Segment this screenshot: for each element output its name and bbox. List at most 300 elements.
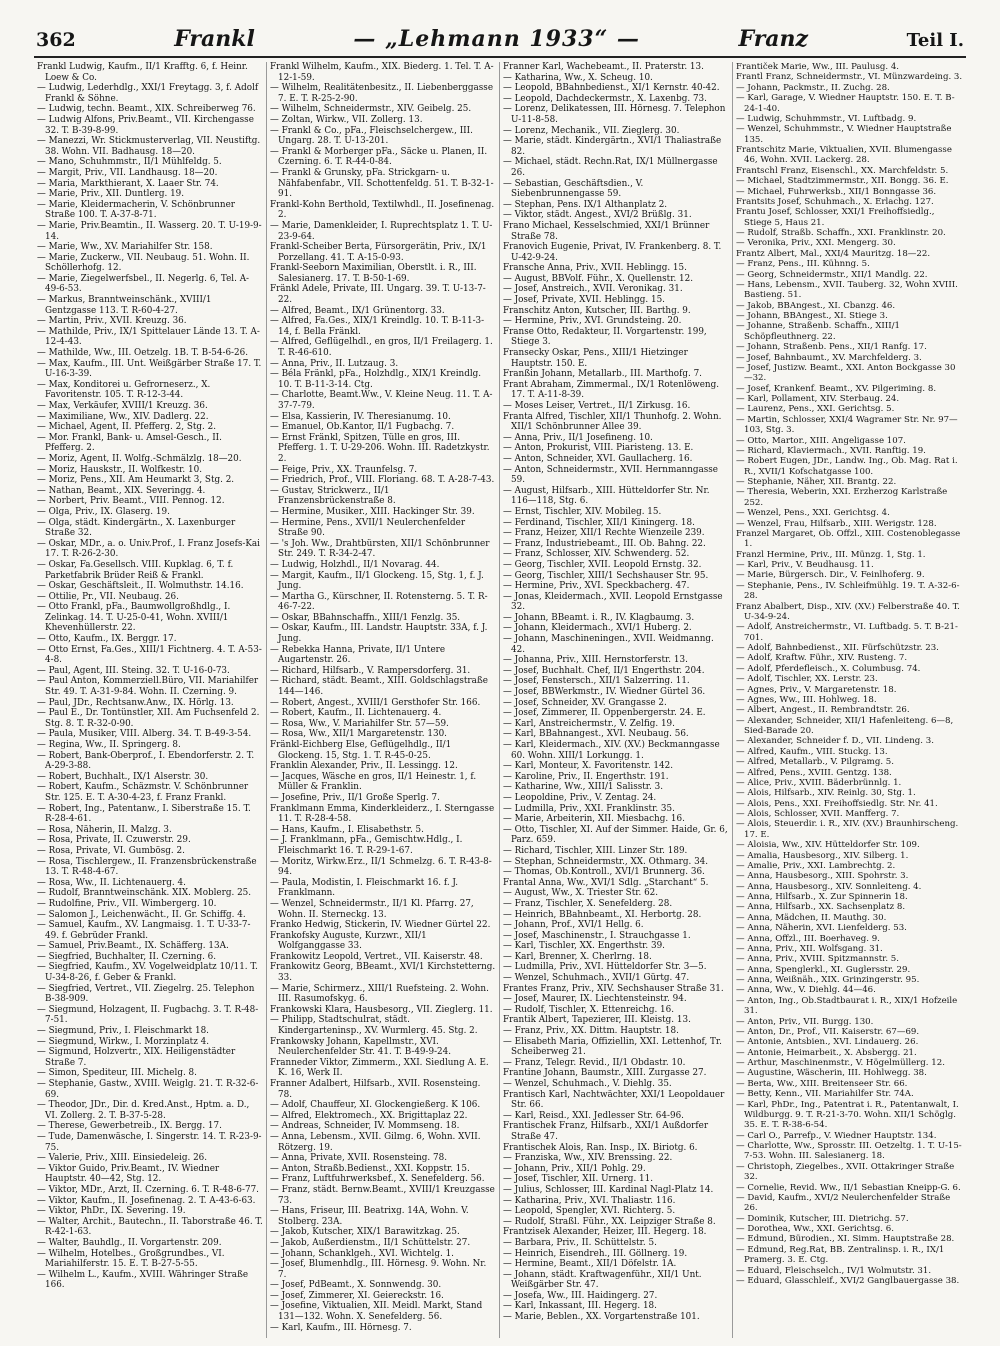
directory-entry: — Dorothea, Ww., XXI. Gerichtsg. 6.	[736, 1224, 894, 1234]
directory-entry: — Josef, Maurer, IX. Liechtensteinstr. 94.	[503, 994, 687, 1005]
directory-entry: Franklin Alexander, Priv., II. Lessingg. 12.	[270, 761, 458, 772]
directory-entry: — Ludmilla, Priv., XXI. Franklinstr. 35.	[503, 803, 675, 814]
directory-entry: — Martin, Priv., XVII. Kreuzg. 36.	[37, 316, 187, 327]
directory-entry: — Otto, Tischler, XI. Auf der Simmer. Haide, Gr. 6, Parz. 659.	[503, 824, 728, 846]
directory-entry: — Leopold, Spengler, XVI. Richterg. 5.	[503, 1206, 676, 1217]
directory-entry: — Josef, Bahnbaumt., XV. Marchfelderg. 3.	[736, 352, 922, 363]
directory-entry: — Siegmund, Wirkw., I. Morzinplatz 4.	[37, 1036, 210, 1047]
directory-entry: — Franz, Priv., XX. Dittm. Hauptstr. 18.	[503, 1026, 679, 1037]
directory-entry: — Franz, Heizer, XII/1 Rechte Wienzeile 239.	[503, 528, 705, 539]
directory-entry: — Georg, Tischler, XIII/1 Sechshauser Str. 95.	[503, 570, 709, 581]
directory-entry: Frankl Ludwig, Kaufm., II/1 Krafftg. 6, f. Heinr. Loew & Co.	[37, 62, 248, 83]
directory-entry: — Maximiliane, Ww., XIV. Dadlerg. 22.	[37, 411, 209, 422]
directory-entry: — Richard, Klaviermach., XVII. Ranftig. 19.	[736, 445, 926, 456]
directory-entry: — Max, Kaufm., III. Unt. Weißgärber Straße 17. T. U-16-3-39.	[37, 358, 262, 380]
directory-entry: — Edmund, Reg.Rat, BB. Zentralinsp. i. R., IX/1 Pramerg. 3. E. Ctg.	[736, 1244, 945, 1266]
directory-entry: — Siegfried, Kaufm., XV. Vogelweidplatz 10/11. T. U-34-8-26, f. Geber & Frankl.	[37, 962, 258, 984]
directory-entry: — Karl, Inkassant, III. Hegerg. 18.	[503, 1301, 657, 1312]
directory-entry: — Martha G., Kürschner, II. Rotensterng. 5. T. R-46-7-22.	[270, 591, 488, 613]
left-header-name: Frankl	[174, 26, 255, 52]
directory-entry: Franzl Hermine, Priv., III. Münzg. 1, Stg. 1.	[736, 549, 926, 560]
directory-entry: — Richard, Tischler, XIII. Linzer Str. 189.	[503, 845, 688, 856]
directory-entry: — Otto, Kaufm., IX. Berggr. 17.	[37, 634, 177, 645]
directory-entry: — Rosa, Ww., II. Lichtenauerg. 4.	[37, 877, 186, 888]
directory-entry: Franta Alfred, Tischler, XII/1 Thunhofg. 2. Wohn. XII/1 Schönbrunner Allee 39.	[503, 411, 722, 433]
directory-entry: — Wenzel, Frau, Hilfsarb., XIII. Werigstr. 128.	[736, 518, 937, 529]
directory-entry: — Lorenz, Delikatessen, III. Hörnesg. 7. Telephon U-11-8-58.	[503, 104, 726, 125]
directory-entry: — Johann, Priv., XII/1 Pohlg. 29.	[503, 1163, 646, 1174]
directory-entry: Frantl Franz, Schneidermstr., VI. Münzwardeing. 3.	[736, 72, 963, 83]
directory-entry: — Heinrich, BBahnbeamt., XI. Herbortg. 28.	[503, 909, 702, 920]
directory-entry: — Agnes, Priv., V. Margaretenstr. 18.	[736, 684, 897, 695]
directory-entry: — Agnes, Ww., III. Hohlweg. 18.	[736, 694, 877, 705]
directory-entry: — Ottilie, Pr., VII. Neubaug. 26.	[37, 591, 179, 602]
directory-entry: — Karl, BBahnangest., XVI. Neubaug. 56.	[503, 729, 689, 740]
directory-entry: — Salomon J., Leichenwächt., II. Gr. Schiffg. 4.	[37, 909, 246, 920]
directory-entry: — Norbert, Priv. Beamt., VIII. Pennog. 12.	[37, 496, 225, 507]
directory-entry: — Rosa, Tischlergew., II. Franzensbrückenstraße 13. T. R-48-4-67.	[37, 856, 257, 878]
directory-entry: — Veronika, Priv., XXI. Mengerg. 30.	[736, 238, 896, 249]
directory-entry: — Christoph, Ziegelbes., XVII. Ottakringer Straße 32.	[736, 1161, 955, 1183]
directory-entry: — Franz, Tischler, X. Senefelderg. 28.	[503, 898, 673, 909]
directory-entry: — Stephan, Pens. IX/1 Althanplatz 2.	[503, 199, 668, 210]
directory-entry: — Josef, Maschinenstr., I. Strauchgasse 1.	[503, 930, 691, 941]
column-3	[500, 62, 733, 1338]
directory-entry: Frantsits Josef, Schuhmach., X. Erlachg. 127.	[736, 196, 934, 207]
directory-entry: — Siegmund, Priv., I. Fleischmarkt 18.	[37, 1026, 209, 1037]
directory-entry: — Marie, Schirmerz., XIII/1 Ruefsteing. 2. Wohn. III. Rasumofskyg. 6.	[270, 983, 489, 1005]
directory-entry: — Siegmund, Holzagent, II. Fugbachg. 3. T. R-48-7-51.	[37, 1004, 259, 1026]
directory-entry: — Anton, Straßb.Bedienst., XXI. Koppstr. 15.	[270, 1163, 470, 1174]
directory-entry: — Johann, Maschineningen., XVII. Weidmanng. 42.	[503, 634, 714, 655]
directory-entry: Frantischek Alois, Ran. Insp., IX. Biriotg. 6.	[503, 1142, 698, 1153]
directory-entry: — Alfred, Beamt., IX/1 Grünentorg. 33.	[270, 305, 445, 316]
directory-entry: — Zoltan, Wirkw., VII. Zollerg. 13.	[270, 114, 423, 125]
directory-entry: — Karl, Monteur, X. Favoritenstr. 142.	[503, 761, 673, 772]
directory-entry: — Amalie, Priv., XXI. Lambrechtg. 2.	[736, 860, 896, 871]
directory-entry: Franßin Johann, Metallarb., III. Marthofg. 7.	[503, 369, 702, 380]
directory-entry: — Augustine, Wäscherin, III. Hohlwegg. 38.	[736, 1068, 927, 1079]
directory-entry: Franschitz Anton, Kutscher, III. Barthg. 9.	[503, 305, 691, 316]
directory-entry: — Margit, Kaufm., II/1 Glockeng. 15, Stg. 1, f. J. Jung.	[270, 570, 484, 592]
directory-entry: — Alexander, Schneider f. D., VII. Lindeng. 3.	[736, 736, 934, 747]
directory-entry: — Paul Anton, Kommerziell.Büro, VII. Mariahilfer Str. 49. T. A-31-9-84. Wohn. II. Czerning. 9.	[37, 676, 259, 698]
directory-entry: — Karl, Kaufm., III. Hörnesg. 7.	[270, 1322, 412, 1333]
directory-entry: — Nathan, Beamt., XIX. Severingg. 4.	[37, 485, 206, 496]
directory-entry: — Franz, städt. Bernw.Beamt., XVIII/1 Kreuzgasse 73.	[270, 1184, 495, 1206]
directory-entry: — Michael, Fuhrwerksb., XII/1 Bonngasse 36.	[736, 186, 937, 197]
directory-entry: — Simon, Spediteur, III. Michelg. 8.	[37, 1068, 197, 1079]
directory-entry: — Robert Eugen, JDr., Landw. Ing., Ob. Mag. Rat i. R., XVII/1 Kofschatgasse 100.	[736, 456, 958, 477]
directory-entry: — Wilhelm, Schneidermstr., XIV. Geibelg. 25.	[270, 104, 472, 115]
directory-entry: Frankl-Scheiber Berta, Fürsorgerätin, Priv., IX/1 Porzellang. 41. T. A-15-0-93.	[270, 242, 487, 263]
directory-entry: — Alice, Priv., XVIII. Bäderbrünnlg. 1.	[736, 777, 902, 788]
directory-entry: — Karl, Pollament, XIV. Sterbaug. 24.	[736, 394, 900, 404]
directory-entry: Fransche Anna, Priv., XVII. Heblingg. 15.	[503, 263, 687, 274]
directory-entry: — Richard, Hilfsarb., V. Rampersdorferg. 31.	[270, 665, 471, 676]
directory-entry: — Franz, Industriebeamt., III. Ob. Bahng. 22.	[503, 538, 706, 549]
directory-entry: — Andreas, Schneider, IV. Mommseng. 18.	[270, 1121, 460, 1132]
directory-entry: — Anna, Lebensm., XVII. Gilmg. 6, Wohn. XVII. Rötzerg. 19.	[270, 1131, 481, 1153]
directory-entry: — Rudolf, Tischler, X. Ettenreichg. 16.	[503, 1004, 675, 1015]
directory-entry: Frantischek Franz, Hilfsarb., XXI/1 Außdorfer Straße 47.	[503, 1121, 709, 1142]
directory-entry: — Robert, Kaufm., Schäzmstr. V. Schönbrunner Str. 125. E. T. A-30-4-23, f. Franz Frankl.	[37, 782, 249, 803]
directory-entry: — Ludwig, Holzhdl., II/1 Novarag. 44.	[270, 559, 440, 570]
directory-entry: — Alfred, Metallarb., V. Pilgramg. 5.	[736, 757, 894, 768]
directory-entry: — Moriz, Agent, II. Wolfg.-Schmälzlg. 18—20.	[37, 453, 242, 464]
directory-entry: — Ludwig, Schuhmmstr., VI. Luftbadg. 9.	[736, 113, 917, 124]
directory-entry: — Tude, Damenwäsche, I. Singerstr. 14. T. R-23-9-75.	[37, 1131, 262, 1153]
directory-entry: — Olga, Priv., IX. Glaserg. 19.	[37, 506, 170, 517]
directory-entry: — Frankl & Co., pFa., Fleischselchergew., III. Ungarg. 28. T. U-13-201.	[270, 125, 473, 147]
directory-entry: — Marie, Priv., XII. Duntlerg. 19.	[37, 189, 185, 200]
directory-entry: — Robert, Ing., Patentanw., I. Siberstraße 15. T. R-28-4-61.	[37, 803, 251, 825]
directory-entry: — Alfred, Elektromech., XX. Brigittaplaz 22.	[270, 1110, 468, 1121]
directory-entry: — Anton, Dr., Prof., VII. Kaiserstr. 67—69.	[736, 1026, 920, 1037]
directory-entry: — Robert, Angest., XVIII/1 Gersthofer Str. 166.	[270, 697, 481, 708]
directory-entry: — Anna, Hilfsarb., X. Zur Spinnerin 18.	[736, 892, 908, 902]
directory-entry: — Wenzel, Schuhmach., V. Diehlg. 35.	[503, 1079, 672, 1089]
column-1	[34, 62, 267, 1338]
directory-entry: — Alfred, Geflügelhdl., en gros, II/1 Freilagerg. 1. T. R-46-610.	[270, 337, 493, 359]
directory-entry: — Johanna, Priv., XIII. Hernstorferstr. 13.	[503, 655, 688, 666]
directory-entry: — Anna, Ww., V. Diehlg. 44—46.	[736, 985, 876, 996]
directory-entry: — Edmund, Bürodien., XI. Simm. Hauptstraße 28.	[736, 1234, 955, 1245]
directory-entry: — Maria, Markthierant, X. Laaer Str. 74.	[37, 178, 219, 189]
directory-entry: — Adolf, Tischler, XX. Lerstr. 23.	[736, 674, 878, 685]
directory-entry: — Richard, städt. Beamt., XIII. Goldschlagstraße 144—146.	[270, 676, 488, 698]
directory-entry: — Dominik, Kutscher, III. Dietrichg. 57.	[736, 1213, 909, 1224]
directory-entry: — Sebastian, Geschäftsdien., V. Siebenbrunnengasse 59.	[503, 178, 644, 200]
directory-entry: — Laurenz, Pens., XXI. Gerichtsg. 5.	[736, 404, 895, 415]
directory-entry: — Julius, Schlosser, III. Kardinal Nagl-Platz 14.	[503, 1184, 714, 1195]
directory-entry: — Wilhelm L., Kaufm., XVIII. Währinger Straße 166.	[37, 1269, 249, 1291]
directory-entry: — Michael, städt. Rechn.Rat, IX/1 Müllnergasse 26.	[503, 157, 718, 178]
directory-entry: Fränkl-Eichberg Else, Geflügelhdlg., II/1 Glockeng. 15, Stg. 1. T. R-45-0-25.	[270, 740, 452, 761]
directory-entry: — Anna, Hilfsarb., XX. Sachsenplatz 8.	[736, 902, 906, 913]
directory-entry: Frantu Josef, Schlosser, XXI/1 Freihoffsiedlg., Stiege 5, Haus 21.	[736, 207, 935, 228]
directory-entry: — Josef, BBWerkmstr., IV. Wiedner Gürtel 36.	[503, 687, 706, 698]
directory-entry: Frankl Wilhelm, Kaufm., XIX. Biederg. 1. Tel. T. A-12-1-59.	[270, 62, 494, 83]
directory-entry: — Charlotte, Ww., Sprosstr. III. Oetzeltg. 1. T. U-15-7-53. Wohn. III. Salesianerg. 18.	[736, 1141, 962, 1162]
directory-entry: — Robert, Bank-Oberprof., I. Ebendorferstr. 2. T. A-29-3-88.	[37, 750, 255, 772]
directory-entry: — Ludwig, Lederhdlg., XXI/1 Freytagg. 3, f. Adolf Frankl & Söhne.	[37, 83, 259, 104]
directory-entry: — Katharine, Ww., XIII/1 Salisstr. 3.	[503, 782, 663, 793]
directory-entry: — Otto Ernst, Fa.Ges., XIII/1 Fichtnerg. 4. T. A-53-4-8.	[37, 644, 262, 666]
directory-entry: — Karl, Brenner, X. Cherlrng. 18.	[503, 951, 652, 962]
directory-entry: — Béla Fränkl, pFa., Holzhdlg., XIX/1 Kreindlg. 10. T. B-11-3-14. Ctg.	[270, 369, 482, 390]
directory-entry: Frantz Albert, Mal., XXI/4 Mauritzg. 18—22.	[736, 248, 931, 259]
directory-entry: — Rudolf, Branntweinschänk. XIX. Moblerg. 25.	[37, 888, 252, 899]
directory-entry: — Moriz, Hauskstr., II. Wolfkestr. 10.	[37, 464, 203, 475]
directory-entry: — Ludwig Alfons, Priv.Beamt., VII. Kirchengasse 32. T. B-39-8-99.	[37, 114, 254, 136]
directory-entry: — August, Ww., X. Triester Str. 62.	[503, 888, 659, 899]
directory-entry: — Hans, Lebensm., XVII. Tauberg. 32, Wohn XVIII. Bastieng. 51.	[736, 279, 958, 301]
directory-entry: — Philipp, Stadtschulrat, städt. Kindergarteninsp., XV. Wurmlerg. 45. Stg. 2.	[270, 1015, 478, 1037]
directory-entry: Frankowsky Johann, Kapellmstr., XVI. Neulerchenfelder Str. 41. T. B-49-9-24.	[270, 1036, 452, 1058]
directory-entry: — Eduard, Glasschleif., XVI/2 Ganglbauergasse 38.	[736, 1275, 960, 1286]
directory-entry: — Leopoldine, Priv., V. Zentag. 24.	[503, 792, 657, 803]
directory-entry: — Katharina, Priv., XVI. Thaliastr. 116.	[503, 1195, 676, 1206]
part-label: Teil I.	[906, 30, 964, 51]
directory-entry: — Antonie, Heimarbeit., X. Absbergg. 21.	[736, 1047, 917, 1058]
header-rule	[34, 56, 966, 58]
directory-entry: Franzel Margaret, Ob. Offzl., XIII. Costenoblegasse 1.	[736, 528, 961, 550]
directory-entry: — Oskar, Kaufm., III. Landstr. Hauptstr. 33A, f. J. Jung.	[270, 623, 488, 645]
directory-entry: Frankowitz Georg, BBeamt., XVI/1 Kirchstetterng. 33.	[270, 962, 496, 984]
directory-entry: Frantine Johann, Baumstr., XIII. Zurgasse 27.	[503, 1068, 707, 1079]
directory-entry: — Hermine, Musiker., XIII. Hackinger Str. 39.	[270, 506, 475, 517]
directory-entry: — Hermine, Priv., XVI. Speckbacherg. 47.	[503, 581, 690, 592]
directory-entry: — Stephanie, Pens., IV. Schleifmühlg. 19. T. A-32-6-28.	[736, 580, 960, 602]
directory-entry: — Albert, Angest., II. Rembrandtstr. 26.	[736, 705, 910, 716]
directory-entry: — Katharina, Ww., X. Scheug. 10.	[503, 72, 653, 83]
directory-entry: — Ludwig, techn. Beamt., XIX. Schreiberweg 76.	[37, 104, 256, 115]
directory-entry: — Paul E., Dr. Tontünstler, XII. Am Fuchsenfeld 2. Stg. 8. T. R-32-0-90.	[37, 708, 260, 729]
directory-entry: — Stephanie, Gastw., XVIII. Weiglg. 21. T. R-32-6-69.	[37, 1079, 259, 1100]
directory-entry: — Josef, Buchhalt. Chef, II/1 Engerthstr. 204.	[503, 665, 705, 676]
directory-entry: — Otto, Martor., XIII. Angeligasse 107.	[736, 435, 906, 446]
directory-entry: — J. Franklmann, pFa., Gemischtw.Hdlg., I. Fleischmarkt 16. T. R-29-1-67.	[270, 835, 463, 856]
directory-entry: — Franz, Telegr. Revid., II/1 Obdastr. 10.	[503, 1057, 686, 1068]
directory-entry: — Eduard, Fleischselch., IV/1 Wolmutstr. 31.	[736, 1265, 932, 1276]
directory-entry: — Josef, Schneider, XV. Grangasse 2.	[503, 697, 667, 708]
directory-entry: — Paul, Agent, III. Steing. 32. T. U-16-0-73.	[37, 665, 230, 676]
directory-entry: — Franz, Schlosser, XIV. Schwenderg. 52.	[503, 549, 690, 560]
directory-entry: — Wenzel, Schneidermstr., II/1 Kl. Pfarrg. 27, Wohn. II. Sterneckg. 13.	[270, 898, 474, 920]
directory-entry: — Josef, Zimmerer, XI. Geiereckstr. 16.	[270, 1290, 444, 1301]
directory-entry: Franneder Viktor, Zimmerm., XXI. Siedlung A. E. K. 16, Werk II.	[270, 1057, 489, 1079]
directory-entry: — Josefine, Viktualien, XII. Meidl. Markt, Stand 131—132. Wohn. X. Senefelderg. 56.	[270, 1301, 483, 1323]
directory-entry: — Alfred, Kaufm., VIII. Stuckg. 13.	[736, 746, 888, 757]
directory-entry: — Anna, Priv., II/1 Josefineng. 10.	[503, 432, 653, 443]
directory-entry: — Karl, Reisd., XXI. Jedlesser Str. 64-96.	[503, 1110, 684, 1121]
directory-entry: — Amalia, Hausbesorg., XIV. Silberg. 1.	[736, 850, 909, 861]
directory-entry: — Samuel, Kaufm., XV. Langmaisg. 1. T. U-33-7-49. f. Gebrüder Frankl.	[37, 920, 251, 941]
directory-entry: — Adolf, Pferdefleisch., X. Columbusg. 74.	[736, 663, 921, 674]
directory-entry: Frankl-Kohn Berthold, Textilwhdl., II. Josefinenag. 2.	[270, 199, 495, 221]
directory-entry: — Theodor, JDr., Dir. d. Kred.Anst., Hptm. a. D., VI. Zollerg. 2. T. B-37-5-28.	[37, 1100, 250, 1121]
column-2	[267, 62, 500, 1338]
directory-entry: — Samuel, Priv.Beamt., IX. Schäfferg. 13A.	[37, 941, 229, 952]
directory-entry: — Josef, PdBeamt., X. Sonnwendg. 30.	[270, 1280, 442, 1291]
directory-entry: — Moritz, Wirkw.Erz., II/1 Schmelzg. 6. T. R-43-8-94.	[270, 856, 492, 878]
directory-entry: — Marie, Ziegelwerfsbel., II. Negerlg. 6, Tel. A-49-6-53.	[37, 273, 250, 295]
directory-entry: — Mathilde, Priv., IX/1 Spittelauer Lände 13. T. A-12-4-43.	[37, 326, 260, 348]
directory-entry: — Antonie, Antsbien., XVI. Lindauerg. 26.	[736, 1037, 919, 1048]
directory-entry: — Franziska, Ww., XIV. Brenssing. 22.	[503, 1153, 673, 1164]
directory-entry: — Mano, Schuhmmstr., II/1 Mühlfeldg. 5.	[37, 157, 222, 168]
directory-entry: — Leopold, Dachdeckermstr., X. Laxenbg. 73.	[503, 93, 707, 104]
directory-entry: — Oskar, Fa.Gesellsch. VIII. Kupklag. 6, T. f. Parketfabrik Brüder Reiß & Frankl.	[37, 559, 234, 581]
directory-entry: Frantschl Franz, Eisenschl., XX. Marchfeldstr. 5.	[736, 165, 949, 176]
directory-entry: — Anton, Prokurist, VIII. Piaristeng. 13. E.	[503, 443, 694, 454]
directory-entry: — Adolf, Bahnbedienst., XII. Fürfschützstr. 23.	[736, 643, 939, 653]
directory-entry: — Hans, Kaufm., I. Elisabethstr. 5.	[270, 824, 424, 835]
directory-entry: Frantiček Marie, Ww., III. Paulusg. 4.	[736, 62, 900, 72]
directory-entry: — Betty, Kenn., VII. Mariahilfer Str. 74A.	[736, 1089, 914, 1100]
directory-entry: — Therese, Gewerbetreib., IX. Bergg. 17.	[37, 1121, 222, 1132]
directory-entry: — Franz, Pens., III. Kühnng. 5.	[736, 259, 870, 270]
directory-entry: — Rosa, Private, II. Czuwerstr. 29.	[37, 835, 191, 846]
directory-entry: Frantschitz Marie, Viktualien, XVII. Blumengasse 46, Wohn. XVII. Lackerg. 28.	[736, 145, 952, 166]
directory-entry: — Anton, Schneidermstr., XVII. Hernmanngasse 59.	[503, 464, 718, 486]
directory-entry: — Olga, städt. Kindergärtn., X. Laxenburger Straße 32.	[37, 517, 236, 539]
directory-entry: — Stephan, Schneidermstr., XX. Othmarg. 34.	[503, 856, 709, 867]
directory-entry: — 's Joh. Ww., Drahtbürsten, XII/1 Schönbrunner Str. 249. T. R-34-2-47.	[270, 538, 490, 560]
directory-entry: — Oskar, MDr., a. o. Univ.Prof., I. Franz Josefs-Kai 17. T. R-26-2-30.	[37, 538, 260, 560]
directory-entry: — Johanne, Straßenb. Schaffn., XIII/1 Schöpfleuthnerg. 22.	[736, 321, 900, 342]
directory-entry: — Wilhelm, Realitätenbesitz., II. Liebenberggasse 7. E. T. R-25-2-90.	[270, 83, 494, 104]
directory-entry: — Valerie, Priv., XIII. Einsiedeleig. 26.	[37, 1153, 208, 1164]
directory-entry: — Anna, Weißnäh., XIX. Grinzingerstr. 95.	[736, 975, 920, 985]
directory-entry: — Karoline, Priv., II. Engerthstr. 191.	[503, 771, 669, 782]
directory-entry: — Rosa, Ww., V. Mariahilfer Str. 57—59.	[270, 718, 449, 729]
directory-entry: — Marie, Priv.Beamtin., II. Wasserg. 20. T. U-19-9-14.	[37, 220, 262, 242]
directory-entry: — Hermine, Priv., XVI. Grundsteing. 20.	[503, 316, 682, 327]
directory-entry: — Anton, Priv., VII. Burgg. 130.	[736, 1016, 874, 1027]
directory-entry: — Oskar, BBahnschaffn., XIII/1 Fenzlg. 35.	[270, 612, 461, 623]
directory-entry: — Siegfried, Buchhalter, II. Czerning. 6.	[37, 951, 217, 962]
directory-entry: — Anna, Hausbesorg., XIV. Sonnleiteng. 4.	[736, 881, 922, 892]
directory-entry: — Berta, Ww., XIII. Breitenseer Str. 66.	[736, 1078, 908, 1089]
directory-entry: — Georg, Tischler, XVII. Leopold Ernstg. 32.	[503, 559, 702, 570]
directory-entry: — Franz, Luftfuhrwerksbef., X. Senefelderg. 56.	[270, 1174, 485, 1185]
directory-entry: Frankowitz Leopold, Vertret., VII. Kaiserstr. 48.	[270, 951, 483, 962]
directory-entry: — Marie, Bürgersch. Dir., V. Feinlhoferg. 9.	[736, 570, 925, 581]
directory-entry: — Barbara, Priv., II. Schüttelstr. 5.	[503, 1237, 657, 1248]
directory-entry: — Josef, Tischler, XII. Urnerg. 11.	[503, 1174, 654, 1185]
directory-entry: Franse Otto, Redakteur, II. Vorgartenstr. 199, Stiege 3.	[503, 326, 707, 348]
directory-entry: — Rebekka Hanna, Private, II/1 Untere Augartenstr. 26.	[270, 644, 446, 666]
directory-entry: — Johann, BBAngest., XI. Stiege 3.	[736, 311, 888, 321]
directory-entry: Fränkl Adele, Private, III. Ungarg. 39. T. U-13-7-22.	[270, 284, 486, 306]
directory-entry: — Josef, Private, XVII. Heblingg. 15.	[503, 295, 665, 306]
directory-entry: Frantal Anna, Ww., XVI/1 Sdlg. „Starchant“ 5.	[503, 877, 709, 888]
directory-entry: — Manezzi, Wr. Stickmusterverlag, VII. Neustiftg. 38. Wohn. VII. Badhausg. 18—20.	[37, 136, 261, 157]
directory-entry: — Anna, Spenglerkl., XI. Guglersstr. 29.	[736, 964, 911, 975]
directory-entry: — Viktor, PhDr., IX. Severing. 19.	[37, 1206, 186, 1217]
directory-entry: — Rudolf, Straßb. Schaffn., XXI. Franklinstr. 20.	[736, 228, 946, 238]
directory-entry: — Moriz, Pens., XII. Am Heumarkt 3, Stg. 2.	[37, 475, 235, 486]
page-number: 362	[36, 29, 76, 51]
directory-entry: — Alois, Schlosser, XVII. Manfferg. 7.	[736, 809, 900, 819]
directory-entry: — Adolf, Anstreichermstr., VI. Luftbadg. 5. T. B-21-701.	[736, 622, 958, 643]
directory-entry: — Oskar, Geschäftsleit., II. Wolmuthstr. 14.16.	[37, 581, 244, 592]
directory-entry: — August, BBVolf. Führ., X. Quellenstr. 12.	[503, 273, 694, 284]
directory-entry: — Alexander, Schneider, XII/1 Hafenleiteng. 6—8, Sied-Barade 20.	[736, 715, 954, 736]
directory-entry: — Josef, Justizw. Beamt., XXI. Anton Bockgasse 30—32.	[736, 362, 956, 384]
directory-entry: — Emanuel, Ob.Kantor, II/1 Fugbachg. 7.	[270, 422, 455, 433]
directory-entry: — Max, Verkäufer, XVIII/1 Kreuzg. 36.	[37, 401, 208, 411]
directory-entry: — Charlotte, Beamt.Ww., V. Kleine Neug. 11. T. A-37-7-79.	[270, 390, 493, 411]
column-4	[733, 62, 966, 1338]
directory-entry: — Max, Konditorei u. Gefrorneserz., X. Favoritenstr. 105. T. R-12-3-44.	[37, 379, 211, 401]
directory-entry: — Siegfried, Vertret., VII. Ziegelrg. 25. Telephon B-38-909.	[37, 983, 255, 1005]
directory-entry: — Regina, Ww., II. Springerg. 8.	[37, 740, 181, 750]
directory-entry: — Ludmilla, Priv., XVI. Hütteldorfer Str. 3—5.	[503, 962, 707, 973]
directory-entry: — Karl, Tischler, XX. Engerthstr. 39.	[503, 941, 665, 952]
directory-entry: — Walter, Archit., Bautechn., II. Taborstraße 46. T. R-42-1-63.	[37, 1216, 263, 1238]
directory-entry: — Ernst, Tischler, XIV. Mobileg. 15.	[503, 506, 662, 517]
directory-entry: — Anton, Ing., Ob.Stadtbaurat i. R., XIX/1 Hofzeile 31.	[736, 995, 958, 1017]
directory-entry: — Karl, Priv., V. Beudhausg. 11.	[736, 560, 874, 570]
directory-entry: — Ferdinand, Tischler, XII/1 Kiningerg. 18.	[503, 517, 695, 528]
directory-entry: — Sigmund, Holzvertr., XIX. Heiligenstädter Straße 7.	[37, 1047, 236, 1068]
directory-entry: — Viktor, MDr., Arzt, II. Czerning. 6. T. R-48-6-77.	[37, 1184, 259, 1195]
directory-entry: — Johann, BBeamt. i. R., IV. Klagbaumg. 3.	[503, 612, 695, 623]
directory-entry: — Robert, Buchhalt., IX/1 Alserstr. 30.	[37, 771, 209, 782]
directory-entry: — Theresia, Weberin, XXI. Erzherzog Karlstraße 252.	[736, 487, 948, 508]
directory-entry: — Jakob, Kutscher, XIX/1 Barawitzkag. 25.	[270, 1227, 460, 1238]
directory-entry: — Josef, Fenstersch., XII/1 Salzerring. 11.	[503, 676, 690, 687]
directory-entry: — Rudolf, Straßl. Führ., XX. Leipziger Straße 8.	[503, 1216, 716, 1227]
directory-entry: — Viktor Guido, Priv.Beamt., IV. Wiedner Hauptstr. 40—42, Stg. 12.	[37, 1163, 220, 1185]
directory-entry: — Otto Frankl, pFa., Baumwollgroßhdlg., I. Zelinkag. 14. T. U-25-0-41, Wohn. XVIII/1 Khevenhüllerstr. 22.	[37, 602, 231, 634]
directory-entry: — Jacques, Wäsche en gros, II/1 Heinestr. 1, f. Müller & Franklin.	[270, 771, 477, 793]
directory-entry: — Anna, Priv., XII. Wolfsgang. 31.	[736, 943, 883, 954]
directory-entry: — Josef, Zimmerer, II. Oppenbergerstr. 24. E.	[503, 708, 706, 719]
directory-entry: — Michael, Agent, II. Pfefferg. 2, Stg. 2.	[37, 422, 217, 433]
directory-entry: — Paula, Musiker, VIII. Alberg. 34. T. B-49-3-54.	[37, 729, 252, 740]
directory-entry: — Josef, Blumenhdlg., III. Hörnesg. 9. Wohn. Nr. 7.	[270, 1259, 487, 1280]
directory-entry: — Adolf, Kraftw. Führ., XIV. Rusteng. 7.	[736, 653, 908, 664]
directory-entry: — Hermine, Pens., XVII/1 Neulerchenfelder Straße 90.	[270, 517, 466, 539]
directory-entry: — Martin, Schlosser, XXI/4 Wagramer Str. Nr. 97—103, Stg. 3.	[736, 414, 958, 436]
directory-entry: — Anna, Mädchen, II. Mauthg. 30.	[736, 912, 887, 923]
directory-entry: — David, Kaufm., XVI/2 Neulerchenfelder Straße 26.	[736, 1192, 951, 1214]
directory-entry: — Moses Leiser, Vertret., II/1 Zirkusg. 16.	[503, 401, 691, 411]
directory-entry: — Markus, Branntweinschänk., XVIII/1 Gentzgasse 113. T. R-60-4-27.	[37, 295, 212, 316]
directory-entry: — Marie, Kleidermacherin, V. Schönbrunner Straße 100. T. A-37-8-71.	[37, 199, 236, 221]
directory-entry: — Walter, Bauhdlg., II. Vorgartenstr. 209.	[37, 1237, 222, 1248]
directory-entry: — Arthur, Maschinenmstr., V. Högelmüllerg. 12.	[736, 1058, 945, 1068]
directory-entry: — Marie, städt. Kindergärtn., XVI/1 Thaliastraße 82.	[503, 136, 722, 157]
directory-entry: Frantisch Karl, Nachtwächter, XXI/1 Leopoldauer Str. 66.	[503, 1089, 725, 1111]
directory-entry: — Hermine, Beamt., XII/1 Döfelstr. 1A.	[503, 1259, 677, 1270]
directory-entry: — Alfred, Fa.Ges., XIX/1 Kreindlg. 10. T. B-11-3-14, f. Bella Fränkl.	[270, 316, 485, 337]
directory-entry: — Friedrich, Prof., VIII. Floriang. 68. T. A-28-7-43.	[270, 475, 495, 486]
directory-entry: — Wilhelm, Hotelbes., Großgrundbes., VI. Mariahilferstr. 15. E. T. B-27-5-55.	[37, 1248, 225, 1270]
directory-entry: — Marie, Arbeiterin, XII. Miesbachg. 16.	[503, 814, 685, 825]
directory-entry: — Alfred, Pens., XVIII. Gentzg. 138.	[736, 767, 892, 778]
directory-entry: — Rosa, Näherin, II. Malzg. 3.	[37, 824, 172, 835]
directory-entry: — Anna, Hausbesorg., XIII. Spohrstr. 3.	[736, 871, 909, 882]
directory-entry: — Marie, Damenkleider, I. Ruprechtsplatz 1. T. U-23-9-64.	[270, 220, 493, 242]
directory-entry: — Marie, Ww., XV. Mariahilfer Str. 158.	[37, 242, 213, 253]
directory-entry: — Anna, Priv., II. Lutzaug. 3.	[270, 358, 399, 369]
directory-entry: — Thomas, Ob.Kontroll., XVI/1 Brunnerg. 36.	[503, 867, 705, 878]
directory-entry: Franner Adalbert, Hilfsarb., XVII. Rosensteing. 78.	[270, 1079, 481, 1100]
directory-entry: Franner Karl, Wachebeamt., II. Praterstr. 13.	[503, 62, 704, 72]
directory-entry: — Carl O., Parrefp., V. Wiedner Hauptstr. 134.	[736, 1130, 937, 1141]
directory-entry: Frano Michael, Kesselschmied, XXI/1 Brünner Straße 78.	[503, 220, 710, 242]
directory-entry: — Rosa, Ww., XII/1 Margaretenstr. 130.	[270, 729, 447, 740]
directory-entry: — Johann, Kleidermach., XVI/1 Huberg. 2.	[503, 623, 692, 634]
directory-entry: Frantik Albert, Tapezierer, III. Kleistg. 13.	[503, 1015, 691, 1026]
directory-entry: — Karl, PhDr., Ing., Patentrat i. R., Patentanwalt, I. Wildburgg. 9. T. R-21-3-70. Wohn. XII/1 Schöglg. 35. E. T. R-38-6-54.	[736, 1099, 959, 1131]
directory-entry: — Rudolfine, Priv., VII. Wimbergerg. 10.	[37, 898, 217, 909]
directory-entry: — Hans, Friseur, III. Beatrixg. 14A, Wohn. V. Stolberg. 23A.	[270, 1206, 469, 1227]
directory-entry: — Marie, Zuckerw., VII. Neubaug. 51. Wohn. II. Schöllerhofg. 12.	[37, 252, 250, 274]
directory-entry: — August, Hilfsarb., XIII. Hütteldorfer Str. Nr. 116—118, Stg. 6.	[503, 485, 710, 507]
directory-entry: — Johann, städt. Kraftwagenführ., XII/1 Unt. Weißgärber Str. 47.	[503, 1269, 702, 1291]
directory-entry: — Alois, Hilfsarb., XIV. Reinlg. 30, Stg. 1.	[736, 788, 916, 799]
directory-entry: Frant Abraham, Zimmermal., IX/1 Rotenlöweng. 17. T. A-11-8-39.	[503, 379, 719, 401]
directory-entry: — Marie, Beblen., XX. Vorgartenstraße 101.	[503, 1312, 700, 1323]
directory-entry: — Johann, Straßenb. Pens., XII/1 Ranfg. 17.	[736, 342, 927, 353]
directory-entry: Franklmann Emma, Kinderkleiderz., I. Sterngasse 11. T. R-28-4-58.	[270, 803, 495, 825]
